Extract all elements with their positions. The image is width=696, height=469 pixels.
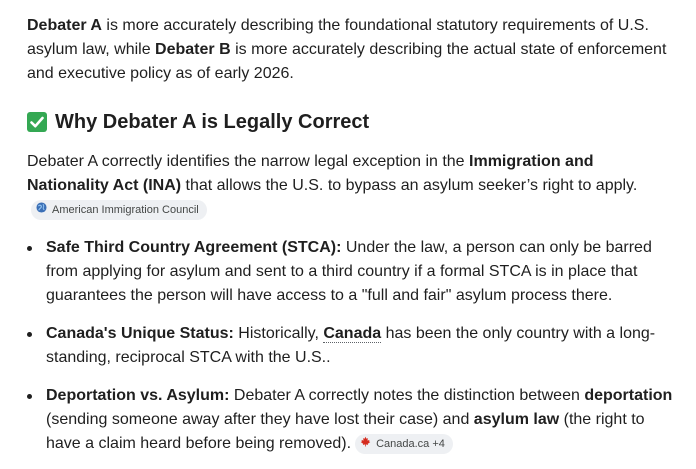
debater-b-label: Debater B	[155, 41, 231, 58]
chip-label: American Immigration Council	[52, 204, 199, 216]
source-chip-canada-ca[interactable]	[355, 434, 453, 454]
bullet-text: (sending someone away after they have lost their case) and	[46, 411, 474, 428]
bullet-list	[27, 236, 676, 456]
para2-text-2: that allows the U.S. to bypass an asylum seeker’s right to apply.	[181, 177, 638, 194]
para2-text-1: Debater A correctly identifies the narrow legal exception in the	[27, 153, 470, 170]
deportation-term: deportation	[584, 387, 673, 404]
source-chip-american-immigration-council[interactable]	[31, 200, 207, 220]
ina-term: Immigration and Nationality Act (INA)	[27, 153, 594, 194]
intro-text-1: is more accurately describing the foundational statutory requirements of U.S. asylum law, while	[27, 17, 649, 58]
bullet-text: (the right to have a claim heard before being removed).	[46, 411, 645, 452]
section-heading	[27, 108, 676, 136]
canada-link[interactable]: Canada	[323, 325, 382, 342]
chip-label: Canada.ca +4	[376, 438, 445, 450]
bullet-text: has been the only country with a long-standing, reciprocal STCA with the U.S..	[46, 325, 656, 366]
section-heading-text: Why Debater A is Legally Correct	[55, 111, 370, 133]
intro-paragraph	[27, 14, 676, 86]
bullet-text: Debater A correctly notes the distinction between	[229, 387, 585, 404]
check-mark-button-icon	[27, 112, 47, 132]
list-item-stca	[27, 236, 676, 308]
bullet-title: Safe Third Country Agreement (STCA):	[46, 239, 342, 256]
intro-text-2: is more accurately describing the actual state of enforcement and executive policy as of early 2026.	[27, 41, 667, 82]
bullet-title: Deportation vs. Asylum:	[46, 387, 230, 404]
globe-icon	[36, 200, 47, 220]
bullet-title: Canada's Unique Status:	[46, 325, 234, 342]
explanation-paragraph	[27, 150, 676, 222]
maple-leaf-icon	[360, 434, 371, 454]
asylum-law-term: asylum law	[473, 411, 560, 428]
bullet-text: Historically,	[233, 325, 324, 342]
bullet-text: Under the law, a person can only be barred from applying for asylum and sent to a third country if a formal STCA is in place that guarantees the person will have access to a "full and fair" asylum process there.	[46, 239, 652, 304]
list-item-canada-status	[27, 322, 676, 370]
debater-a-label: Debater A	[27, 17, 102, 34]
list-item-deportation-vs-asylum	[27, 384, 676, 456]
